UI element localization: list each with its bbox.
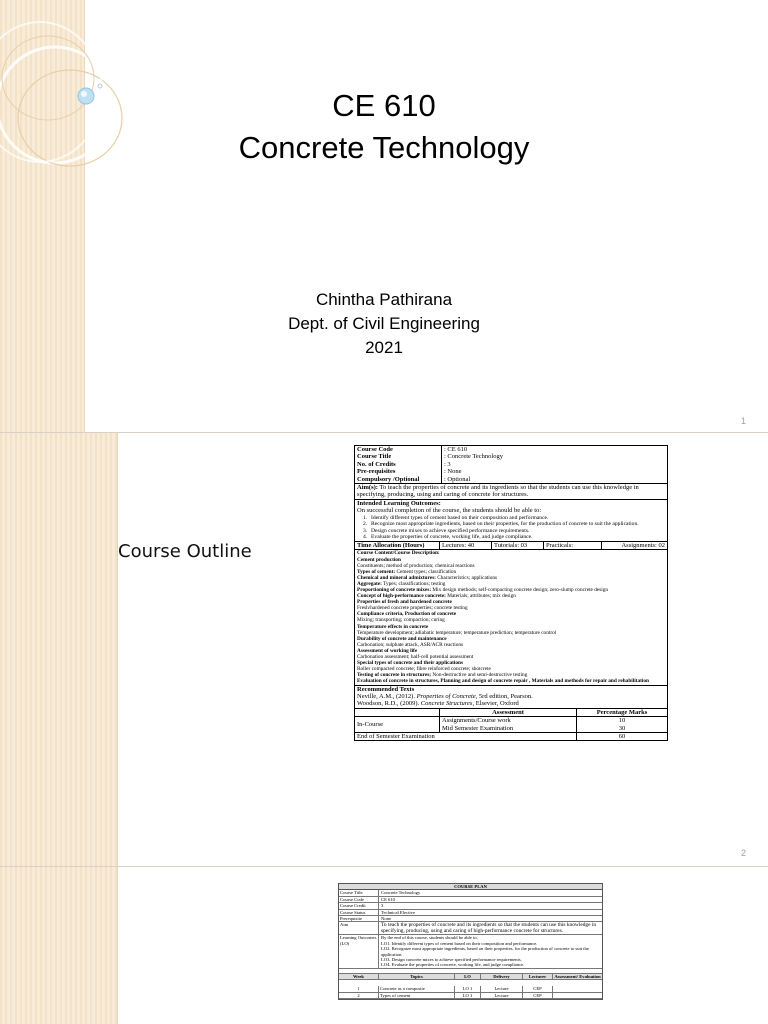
info-value: : 3 (444, 460, 451, 468)
info-key: Course Title (357, 453, 442, 460)
plan-row: Course Code CE 610 (339, 897, 602, 903)
assessment-mark: 10 (618, 717, 626, 725)
assessment-item: Mid Semester Examination (442, 724, 514, 732)
author-name: Chintha Pathirana (315, 290, 453, 309)
slide-1 (0, 0, 768, 432)
decorative-stripe (0, 433, 118, 866)
slide-heading: Course Outline (118, 541, 252, 562)
content-line: Types of cement: Cement types; classification (357, 568, 457, 575)
time-allocation-row (355, 542, 667, 550)
content-line: Evaluation of concrete in structures, Planning and design of concrete repair , Materials and methods for repair and rehabilitation (357, 678, 649, 685)
plan-title: COURSE PLAN (339, 884, 602, 890)
content-line: Durability of concrete and maintenance (357, 635, 447, 642)
text-reference: Neville, A.M., (2012). Properties of Concrete, 5rd edition, Pearson. (357, 692, 533, 700)
assessment-item: Assignments/Course work (442, 717, 511, 725)
assessment-mark: 30 (618, 724, 626, 732)
content-line: Fresh/hardened concrete properties; concrete testing (357, 605, 468, 612)
end-exam-mark: 60 (618, 732, 626, 740)
content-line: Carbonation; sulphate attack, ASR/ACR reactions (357, 641, 464, 648)
content-line: Carbonation assessment; half-cell potential assessment (357, 654, 474, 661)
plan-row: Prerequisite None (339, 916, 602, 922)
content-line: Special types of concrete and their applications (357, 660, 464, 667)
aim-text: To teach the properties of concrete and its ingredients so that the students can use this knowledge in specifying, producing, using and caring of concrete for structures. (357, 484, 639, 499)
content-line: Compliance criteria, Production of concrete (357, 611, 457, 618)
content-line: Concept of high-performance concrete: Materials; attributes; mix design (357, 593, 516, 600)
department: Dept. of Civil Engineering (288, 314, 480, 333)
course-content-block (355, 550, 667, 685)
info-key: No. of Credits (357, 461, 442, 468)
info-value: : Optional (444, 475, 471, 483)
content-line: Cement production (357, 556, 401, 563)
plan-row: Course Status Technical Elective (339, 910, 602, 916)
plan-row: Course Title Concrete Technology (339, 890, 602, 896)
ilo-intro: On successful completion of the course, the students should be able to: (357, 507, 542, 515)
content-line: Temperature effects in concrete (357, 623, 429, 630)
table-row: 2 Types of cement LO 1 Lecture CEP (339, 993, 602, 999)
content-line: Mixing; transporting; compaction; curing (357, 617, 445, 624)
in-course-label: In-Course (355, 717, 440, 732)
plan-aim-row: Aim To teach the properties of concrete and its ingredients so that the students can use this knowledge in specifying, producing, using and caring of high-performance concrete for structures. (339, 922, 602, 935)
plan-row: Course Credit 3 (339, 903, 602, 909)
slide-2 (0, 433, 768, 866)
info-key: Compulsory /Optional (357, 476, 442, 483)
course-plan-table (338, 883, 603, 1000)
recommended-texts-row (355, 686, 667, 709)
content-line: Aggregate: Types; classifications; testing (357, 580, 446, 587)
content-line: Constituents; method of production; chemical reactions (357, 562, 475, 569)
content-line: Proportioning of concrete mixes: Mix design methods; self-compacting concrete design; zero-slump concrete design (357, 587, 609, 593)
in-course-row (355, 717, 667, 733)
end-exam-label: End of Semester Examination (355, 733, 577, 740)
info-key: Course Code (357, 446, 442, 453)
info-value: : Concrete Technology (444, 453, 503, 461)
info-value: : CE 610 (444, 446, 468, 453)
ilo-item: 4. Evaluate the properties of concrete, working life, and judge compliance. (363, 534, 533, 541)
content-line: Temperature development; adiabatic temperature; temperature prediction; temperature control (357, 629, 557, 636)
year: 2021 (365, 338, 403, 357)
ilo-item: 1. Identify different types of cement based on their composition and performance. (363, 514, 549, 521)
aim-label: Aim(s): (357, 484, 378, 492)
info-value: : None (444, 468, 462, 476)
percentage-header: Percentage Marks (596, 708, 648, 716)
course-info-block (355, 446, 667, 484)
assessment-header: Assessment (440, 709, 577, 716)
content-line: Testing of concrete in structures; Non-destructive and semi-destructive testing (357, 672, 528, 679)
assignments: Assignments: 02 (621, 542, 665, 550)
plan-lo-row: Learning Outcomes (LO) By the end of this course, students should be able to, LO1. Identify different types of cement based on their composition and performance. LO2. Recognize most appropriate ingredients, based on their properties, for the production of concrete to suit the application. LO3. Design concrete mixes to achieve specified performance requirements. LO4. Evaluate the properties of concrete, working life, and judge compliance. (339, 935, 602, 968)
text-reference: Woodson, R.D., (2009). Concrete Structures, Elsevier, Oxford (357, 700, 519, 708)
plan-grid-header: Week Topics LO Delivery Lecturer Assessment/ Evaluation (339, 973, 602, 980)
aim-row (355, 484, 667, 500)
slide-3 (0, 867, 768, 1024)
practicals: Practicals: (544, 542, 602, 549)
table-row: 1 Concrete as a composite LO 1 Lecture CEP (339, 986, 602, 992)
tutorials: Tutorials: 03 (492, 542, 544, 549)
content-heading: Course Content/Course Description: (357, 550, 440, 557)
content-line: Properties of fresh and hardened concrete (357, 599, 452, 606)
ilo-row (355, 500, 667, 542)
end-exam-row (355, 733, 667, 740)
ilo-item: 3. Design concrete mixes to achieve specified performance requirements. (363, 527, 530, 534)
content-line: Roller compacted concrete; fibre reinforced concrete; shotcrete (357, 666, 491, 673)
page-number: 1 (740, 416, 746, 426)
course-title: Concrete Technology (238, 130, 530, 165)
content-line: Chemical and mineral admixtures: Characteristics; applications (357, 574, 498, 581)
time-label: Time Allocation (Hours) (355, 542, 440, 549)
course-outline-table (354, 445, 668, 741)
texts-heading: Recommended Texts (357, 685, 415, 693)
content-line: Assessment of working life (357, 647, 418, 654)
ilo-item: 2. Recognize most appropriate ingredients, based on their properties, for the production of concrete to suit the application. (363, 521, 639, 528)
page-number: 2 (740, 848, 746, 858)
assessment-header-row (355, 709, 667, 717)
lectures: Lectures: 40 (440, 542, 492, 549)
course-code-title: CE 610 (332, 88, 436, 123)
ilo-heading: Intended Learning Outcomes: (357, 499, 441, 507)
decorative-rings-icon (0, 0, 160, 432)
info-key: Pre-requisites (357, 468, 442, 475)
decorative-stripe (0, 867, 118, 1024)
